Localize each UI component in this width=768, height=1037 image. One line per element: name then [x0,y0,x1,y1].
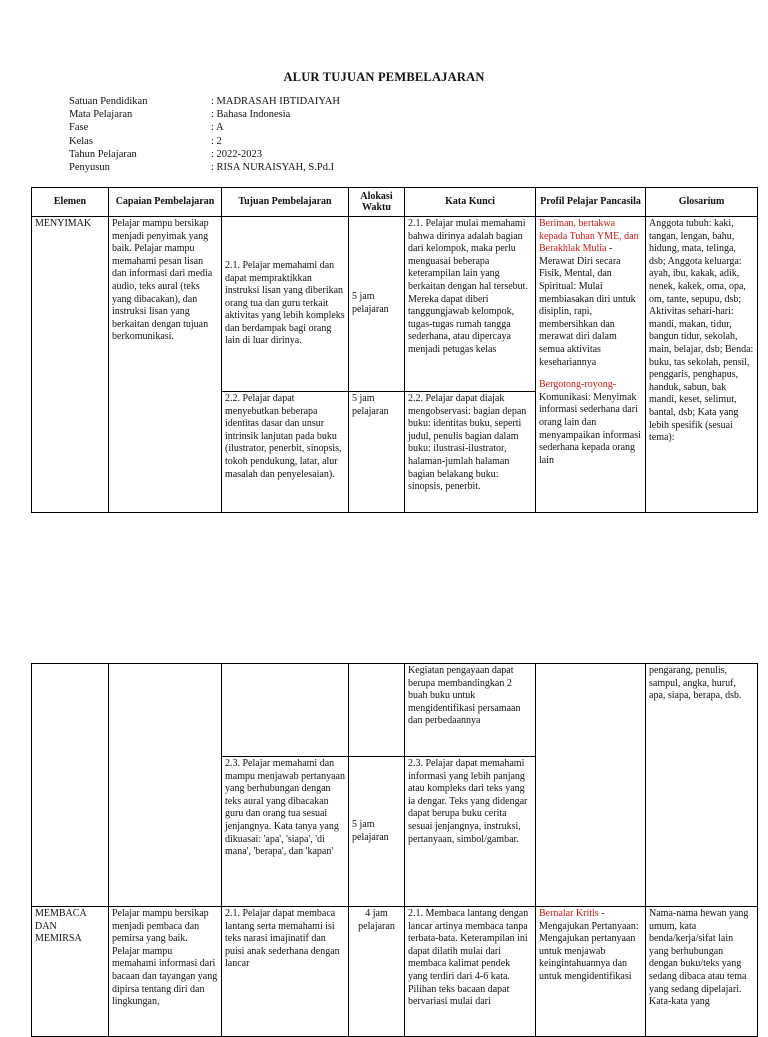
header-alokasi: Alokasi Waktu [349,188,405,217]
meta-row-penyusun [69,161,340,174]
cell-tujuan: 2.1. Pelajar memahami dan dapat mempraktikkan instruksi lisan yang diberikan orang tua dan guru terkait aktivitas yang lebih kompleks dan berdampak bagi orang lain di luar dirinya. [222,217,349,392]
cell-kata-kunci: Kegiatan pengayaan dapat berupa membandingkan 2 buah buku untuk mengidentifikasi persamaan dan perbedaannya [405,664,536,757]
cell-alokasi: 5 jam pelajaran [349,757,405,907]
meta-label: Penyusun [69,162,110,174]
cell-glosarium: Nama-nama hewan yang umum, kata benda/kerja/sifat lain yang berhubungan dengan buku/teks yang sedang dibaca atau tema yang sedang dipelajari. Kata-kata yang [646,907,758,1037]
learning-flow-table [31,187,758,513]
cell-capaian: Pelajar mampu bersikap menjadi penyimak yang baik. Pelajar mampu memahami pesan lisan dan informasi dari media audio, teks aural (teks yang dibacakan), dan instruksi lisan yang berkaitan dengan tujuan berkomunikasi. [109,217,222,513]
header-glosarium: Glosarium [646,188,758,217]
table-header-row [32,188,758,217]
cell-kata-kunci: 2.1. Pelajar mulai memahami bahwa dirinya adalah bagian dari kelompok, maka perlu menguasai beberapa keterampilan lain yang berkaitan dengan hal tersebut. Mereka dapat diberi tanggungjawab kelompok, tugas-tugas rumah tangga sederhana, atau dipercaya menjadi petugas kelas [405,217,536,392]
cell-alokasi [349,664,405,757]
meta-row-tahun [69,148,340,161]
meta-row-fase [69,121,340,134]
meta-label: Satuan Pendidikan [69,96,148,107]
table-row [32,907,758,1037]
profil-dimension: Bernalar Kritis [539,908,599,919]
table-row [32,664,758,757]
profil-description: Komunikasi: Menyimak informasi sederhana dari orang lain dan menyampaikan informasi sederhana kepada orang lain [539,391,641,466]
meta-value: : A [211,122,224,134]
profil-dimension: Beriman, bertakwa kepada Tuhan YME, dan Berakhlak Mulia [539,218,639,255]
cell-kata-kunci: 2.3. Pelajar dapat memahami informasi yang lebih panjang atau kompleks dari teks yang ia dengar. Teks yang didengar dapat berupa buku cerita sesuai jenjangnya, instruksi, pertanyaan, simbol/gambar. [405,757,536,907]
cell-profil [536,664,646,907]
header-capaian: Capaian Pembelajaran [109,188,222,217]
meta-row-satuan [69,95,340,108]
meta-value: : 2022-2023 [211,148,263,160]
learning-flow-table-continued [31,663,758,1037]
profil-dimension: Bergotong-royong- [539,379,617,391]
cell-capaian: Pelajar mampu bersikap menjadi pembaca dan pemirsa yang baik. Pelajar mampu memahami informasi dari bacaan dan tayangan yang dipirsa tentang diri dan lingkungan, [109,907,222,1037]
cell-glosarium: pengarang, penulis, sampul, angka, huruf, apa, siapa, berapa, dsb. [646,664,758,907]
meta-label: Mata Pelajaran [69,109,133,121]
cell-kata-kunci: 2.1. Membaca lantang dengan lancar artinya membaca tanpa terbata-bata. Keterampilan ini dapat dilatih mulai dari membaca kalimat pendek yang terdiri dari 4-6 kata. Pilihan teks bacaan dapat bervariasi mulai dari [405,907,536,1037]
header-tujuan: Tujuan Pembelajaran [222,188,349,217]
profil-description: - Merawat Diri secara Fisik, Mental, dan Spiritual: Mulai membiasakan diri untuk disiplin, rapi, membersihkan dan merawat diri dalam semua aktivitas kesehariannya [539,243,636,368]
meta-value: : 2 [211,135,222,147]
cell-elemen [32,664,109,907]
meta-label: Kelas [69,135,93,147]
meta-label: Tahun Pelajaran [69,148,137,160]
cell-alokasi: 4 jam pelajaran [349,907,405,1037]
meta-row-kelas [69,135,340,148]
meta-value: : RISA NURAISYAH, S.Pd.I [211,162,335,174]
profil-description: - Mengajukan Pertanyaan: Mengajukan pertanyaan untuk menjawab keingintahuannya dan untuk mengidentifikasi [539,908,639,982]
header-elemen: Elemen [32,188,109,217]
cell-alokasi: 5 jam pelajaran [349,217,405,392]
cell-tujuan: 2.3. Pelajar memahami dan mampu menjawab pertanyaan yang berhubungan dengan teks aural yang dibacakan guru dan orang tua sesuai jenjangnya. Kata tanya yang dikuasai: 'apa', 'siapa', 'di mana', 'berapa', dan 'kapan' [222,757,349,907]
meta-row-mapel [69,108,340,121]
cell-tujuan: 2.2. Pelajar dapat menyebutkan beberapa identitas dasar dan unsur intrinsik lanjutan pada buku (ilustrator, penerbit, sinopsis, tokoh pendukung, latar, alur masalah dan penyelesaian). [222,392,349,513]
cell-profil [536,217,646,513]
cell-kata-kunci: 2.2. Pelajar dapat diajak mengobservasi: bagian depan buku: identitas buku, seperti judul, penulis bagian dalam buku: ilustrasi-ilustrator, halaman-jumlah halaman bagian belakang buku: sinopsis, penerbit. [405,392,536,513]
cell-elemen: MENYIMAK [32,217,109,513]
cell-tujuan [222,664,349,757]
cell-tujuan: 2.1. Pelajar dapat membaca lantang serta memahami isi teks narasi imajinatif dan puisi anak sederhana dengan lancar [222,907,349,1037]
document-title: ALUR TUJUAN PEMBELAJARAN [283,70,485,84]
header-profil: Profil Pelajar Pancasila [536,188,646,217]
cell-elemen: MEMBACA DAN MEMIRSA [32,907,109,1037]
meta-label: Fase [69,122,89,134]
cell-alokasi: 5 jam pelajaran [349,392,405,513]
cell-profil [536,907,646,1037]
table-row [32,217,758,392]
meta-value: : Bahasa Indonesia [211,109,291,121]
header-kata-kunci: Kata Kunci [405,188,536,217]
meta-value: : MADRASAH IBTIDAIYAH [211,96,340,107]
cell-capaian [109,664,222,907]
cell-glosarium: Anggota tubuh: kaki, tangan, lengan, bahu, hidung, mata, telinga, dsb; Anggota keluarga: ayah, ibu, kakak, adik, nenek, kakek, oma, opa, om, tante, sepupu, dsb; Aktivitas sehari-hari: mandi, makan, tidur, bangun tidur, sekolah, main, belajar, dsb; Benda: buku, tas sekolah, pensil, penggaris, penghapus, handuk, sabun, bak mandi, keset, selimut, bantal, dsb; Kata yang lebih spesifik (sesuai tema): [646,217,758,513]
identity-block [69,95,340,174]
